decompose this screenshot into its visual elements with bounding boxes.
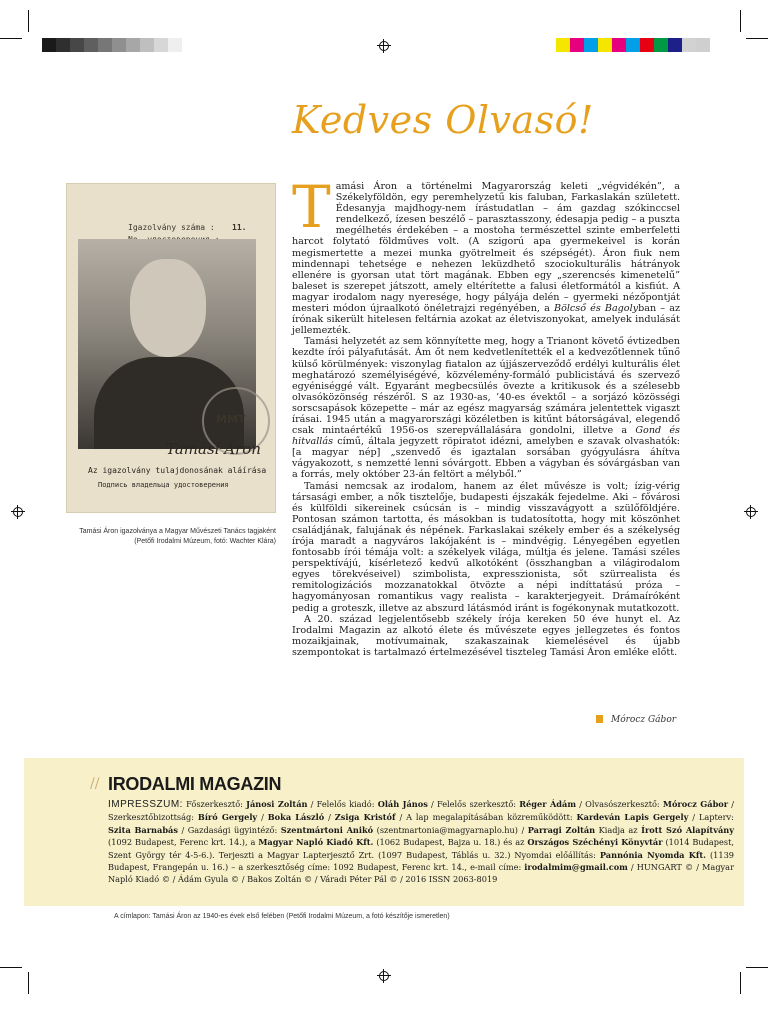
color-swatch [154,38,168,52]
impressum-name: Szentmártoni Anikó [280,824,374,835]
impressum-email: (szentmartonia@magyarnaplo.hu) / [376,824,525,835]
drop-cap: T [292,173,331,241]
cover-note: A címlapon: Tamási Áron az 1940-es évek első felében (Petőfi Irodalmi Múzeum, a fotó készítője ismeretlen) [114,913,450,920]
crop-mark [746,38,768,39]
color-swatch [640,38,654,52]
impressum-part: / Lapterv: [692,812,734,823]
impressum-name: Parragi Zoltán [527,824,596,835]
impressum-part: / Gazdasági ügyintéző: [181,824,278,835]
cmyk-color-bar [556,38,710,52]
book-title: Bölcső és Bagoly [554,303,639,315]
impressum-name: Írott Szó Alapítvány [641,824,734,835]
page-title: Kedves Olvasó! [292,98,594,142]
id-field-value: 11. [232,223,247,232]
color-swatch [696,38,710,52]
handwritten-signature: Tamási Áron [166,440,261,458]
color-swatch [98,38,112,52]
impressum-part: / A lap megalapításában közreműködött: [399,812,573,823]
photo-caption-line: Tamási Áron igazolványa a Magyar Művészeti Tanács tagjaként [79,528,276,535]
color-swatch [126,38,140,52]
crop-mark [28,972,29,994]
impressum-part: / [261,812,264,823]
registration-mark-bottom [377,969,391,983]
impressum-part: (1139 Budapest, Frangepán u. 16.) – a szerkesztőség címe: 1092 Budapest, Ferenc krt. 14., e-mail címe: [108,849,735,873]
impressum-part: (1014 Budapest, Szent György tér 4-5-6.). Terjeszti a Magyar Lapterjesztő Zrt. (1097 Budapest, Táblás u. 32.) Nyomdai előállítás: [108,837,734,860]
impressum-name: Pannónia Nyomda Kft. [599,849,706,860]
impressum-name: Kardeván Lapis Gergely [576,812,689,823]
impressum-part: Főszerkesztő: [186,799,243,809]
impressum-part: / HUNGART © / Magyar Napló Kiadó © / Ádám Gyula © / Bakos Zoltán © / Váradi Péter Pál © / 2016 ISSN 2063-8019 [108,862,734,885]
impressum-name: Magyar Napló Kiadó Kft. [258,837,374,848]
color-swatch [70,38,84,52]
book-title: Gond és hitvallás [292,425,680,448]
author-name: Mórocz Gábor [611,715,677,725]
paragraph-text: amási Áron a történelmi Magyarország keleti „végvidékén”, a Székelyföldön, egy peremhelyzetű kis faluban, Farkaslakán született. Édesanyja majdhogy-nem írástudatlan – ám gazdag szókinccsel rendelkező, ízesen beszélő – parasztasszony, édesapja pedig – a puszta megélhetés érdekében – a mostoha természettel szinte emberfeletti harcot folytató földműves volt. (A szigorú apa gyermekeivel is korán megismertette a mezei munka gyötrelmeit és szépségét). Áron fiuk nem mindennapi tehetsége e nehezen leküzdhető szociokulturális hátrányok ellenére is gyorsan utat tört magának. Ebben egy „szerencsés kimenetelű” baleset is szerepet játszott, amely eltérítette a falusi életformától a kisfiút. A magyar irodalom nagy nyeresége, hogy pályája delén – gyermeki nézőpontját mesteri módon újraalkotó önéletrajzi regényében, a [292,181,680,315]
paragraph-text: ban – az írónak sikerült hitelesen feltárnia azokat az életviszonyokat, amelyek indulását jellemezték. [292,303,680,337]
id-field-label: Igazolvány száma : [128,223,215,232]
paragraph: A 20. század legjelentősebb székely írója kereken 50 éve hunyt el. Az Irodalmi Magazin az alkotó élete és művészete egyes jellegzetes és fontos mozaikjainak, motívumainak, szakaszainak kiemelésével és újabb szempontokat is tartalmazó értelmezésével tiszteleg Tamási Áron emléke előtt. [292,613,680,658]
paragraph: Tamási nemcsak az irodalom, hanem az élet művésze is volt; ízig-vérig társasági ember, a nők tisztelője, budapesti éjszakák fejedelme. Aki – fővárosi és külföldi sikereinek csúcsán is – mindig visszavágyott a szülőföldjére. Pontosan számon tartotta, és másokban is tudatosította, hogy mit köszönhet családjának, falujának és népének. Farkaslakai székely ember és a székelység írója maradt a nagyváros lakójaként is – mindvégig. Lényegében egyetlen fontosabb írói témája volt: a székelyek világa, múltja és jelene. Tamási széles perspektívájú, kísérletező kedvű alkotóként (összhangban a világirodalom egyes törekvéseivel) szimbolista, expresszionista, sőt szürrealista és remitologizációs mozzanatokkal ötvözte a népi indíttatású próza – hagyományosan romantikus vagy realista – karakterjegyeit. Drámaíróként pedig a groteszk, illetve az abszurd látásmód iránt is fogékonynak mutatkozott. [292,480,680,614]
impressum-name: Boka László [267,812,325,823]
stamp-text: MMT [216,413,246,426]
editorial-article [292,173,680,658]
color-swatch [56,38,70,52]
paragraph-text: Tamási helyzetét az sem könnyítette meg, hogy a Trianont követő évtizedben kezdte írói pályafutását. Ám őt nem kedvetlenítették el a kedvezőtlennek tűnő külső körülmények: viszonylag fiatalon az újjászerveződő erdélyi kulturális élet meghatározó személyiségévé, közvélemény-formáló publicistává és szervező egyéniséggé vált. Egyaránt megbecsülés övezte a kritikusok és a szélesebb olvasóközönség részéről. S az 1930-as, ’40-es évektől – a sorjázó közösségi sorscsapások közepette – már az egész magyarság számára jelentettek vigaszt írásai. 1945 után a magyarországi közéletben is kitűnt bátorságával, elegendő csak mintaértékű 1956-os szerepvállalására gondolni, illetve a [292,336,680,437]
registration-mark-right [744,505,758,519]
impressum-name: Oláh János [377,799,428,809]
paragraph [292,173,680,337]
grayscale-color-bar [42,38,182,52]
impressum-name: Mórocz Gábor [662,799,729,809]
color-swatch [682,38,696,52]
crop-mark [0,38,22,39]
color-swatch [168,38,182,52]
crop-mark [740,10,741,32]
id-card-photo [66,183,276,513]
slash-icon: // [90,776,100,792]
impressum-part: (1062 Budapest, Bajza u. 18.) és az [376,837,525,848]
crop-mark [28,10,29,32]
impressum-part: / Szerkesztőbizottság: [108,799,735,823]
crop-mark [0,967,22,968]
impressum-box [24,758,744,906]
color-swatch [598,38,612,52]
registration-mark-top [377,39,391,53]
color-swatch [584,38,598,52]
impressum-name: Réger Ádám [519,799,576,809]
color-swatch [42,38,56,52]
impressum-name: Országos Széchényi Könyvtár [527,837,663,848]
impressum-text [108,798,734,886]
impressum-part: / Olvasószerkesztő: [579,799,660,809]
impressum-part: / Felelős kiadó: [310,799,375,809]
registration-mark-left [11,505,25,519]
impressum-part: / [328,812,331,823]
crop-mark [740,972,741,994]
color-swatch [556,38,570,52]
color-swatch [612,38,626,52]
impressum-name: Szita Barnabás [108,824,178,835]
signature-mark-icon [596,715,603,723]
signature-caption-ru: Подпись владельца удостоверения [98,481,229,489]
photo-caption [48,527,276,547]
paragraph-text: című, általa jegyzett röpiratot idézni, amelyben e szavak olvashatók: [a magyar nép] „szenvedő és igaztalan sorsában gyógyulásra áhítva vágyakozott, s nemzetté lenni sóvárgott. Ebben a vágyban és sóvárgásban van a forrás, mely október 23-án feltört a mélyből.” [292,436,680,481]
impressum-email: irodalmim@gmail.com [524,862,628,873]
color-swatch [668,38,682,52]
impressum-part: Kiadja az [598,824,638,835]
impressum-name: Zsiga Kristóf [334,812,396,823]
crop-mark [746,967,768,968]
color-swatch [84,38,98,52]
impressum-lead: IMPRESSZUM: [108,799,183,810]
color-swatch [654,38,668,52]
color-swatch [626,38,640,52]
color-swatch [570,38,584,52]
impressum-part: (1092 Budapest, Ferenc krt. 14.), a [108,837,256,848]
color-swatch [112,38,126,52]
author-signature [596,715,676,725]
impressum-name: Bíró Gergely [197,812,258,823]
photo-caption-credit: (Petőfi Irodalmi Múzeum, fotó: Wachter Klára) [134,538,276,545]
paragraph [292,336,680,480]
impressum-name: Jánosi Zoltán [246,799,308,809]
signature-caption: Az igazolvány tulajdonosának aláírása [88,466,267,475]
magazine-name: IRODALMI MAGAZIN [108,774,282,794]
color-swatch [140,38,154,52]
impressum-part: / Felelős szerkesztő: [431,799,517,809]
